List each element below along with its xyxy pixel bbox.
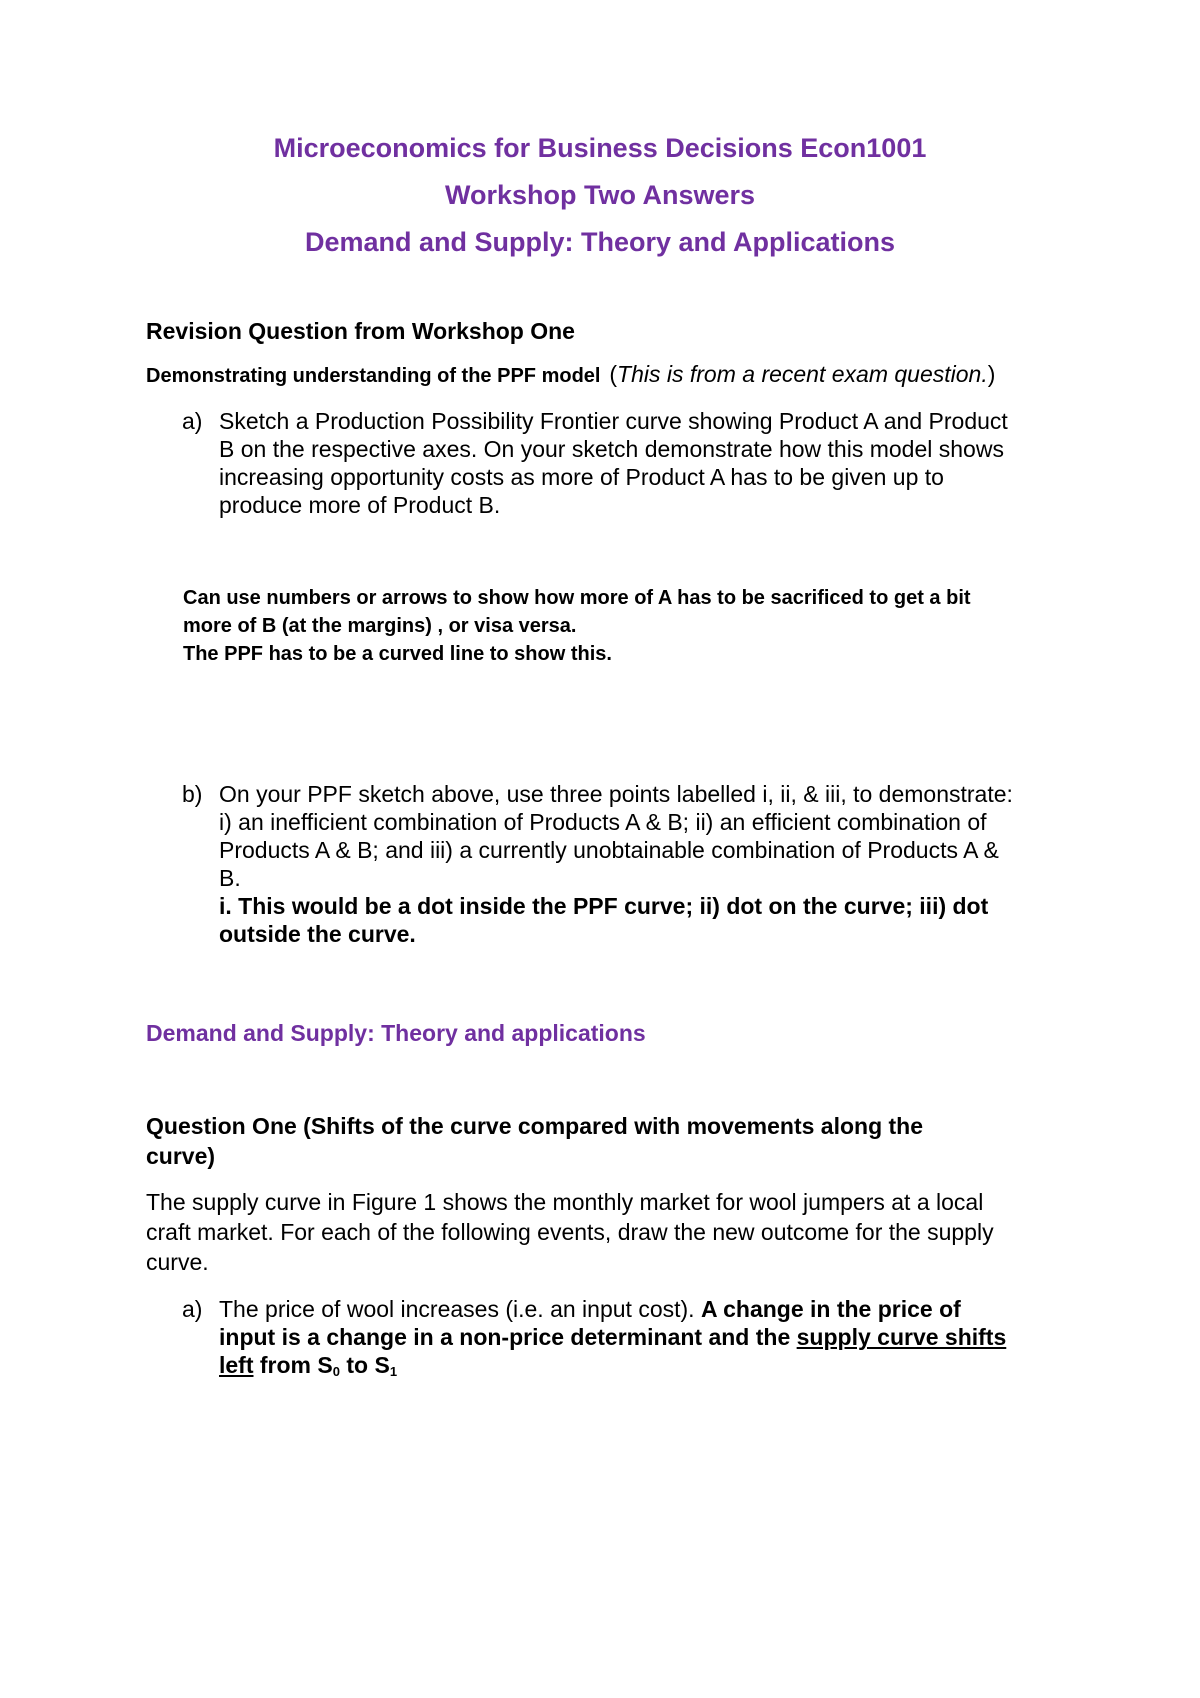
list-marker-a: a) <box>182 1296 203 1322</box>
list-marker-b: b) <box>182 781 203 807</box>
revision-b-line: On your PPF sketch above, use three points labelled i, ii, & iii, to demonstrate: <box>219 781 1013 807</box>
revision-subheading-italic: This is from a recent exam question. <box>617 361 988 387</box>
question-one-a-answer-underlined: supply curve shifts <box>796 1324 1007 1350</box>
revision-b-answer-line: i. This would be a dot inside the PPF curve; ii) dot on the curve; iii) dot <box>219 893 989 919</box>
revision-a-line: produce more of Product B. <box>219 492 501 518</box>
question-one-a-text: The price of wool increases (i.e. an input cost). <box>219 1296 701 1322</box>
revision-b-line: B. <box>219 865 241 891</box>
revision-a-answer-line: The PPF has to be a curved line to show this. <box>183 643 612 665</box>
revision-a-line: Sketch a Production Possibility Frontier curve showing Product A and Product <box>219 408 1008 434</box>
question-one-a-answer-line <box>219 1352 397 1379</box>
subscript-zero: 0 <box>332 1364 340 1379</box>
question-one-intro-line: craft market. For each of the following events, draw the new outcome for the supply <box>146 1219 994 1245</box>
revision-b-line: i) an inefficient combination of Products A & B; ii) an efficient combination of <box>219 809 987 835</box>
revision-subheading-close: ) <box>987 361 996 387</box>
question-one-heading: curve) <box>146 1143 216 1169</box>
section-heading: Demand and Supply: Theory and applications <box>146 1020 646 1046</box>
question-one-intro-line: curve. <box>146 1249 209 1275</box>
revision-a-answer-line: more of B (at the margins) , or visa versa. <box>183 615 577 637</box>
question-one-intro-line: The supply curve in Figure 1 shows the monthly market for wool jumpers at a local <box>146 1189 984 1215</box>
question-one-a-answer-line <box>219 1324 1006 1351</box>
document-subtitle: Workshop Two Answers <box>444 180 756 210</box>
question-one-heading: Question One (Shifts of the curve compared with movements along the <box>146 1113 924 1139</box>
revision-b-answer-line: outside the curve. <box>219 921 416 947</box>
question-one-a-line <box>219 1296 961 1323</box>
revision-a-line: increasing opportunity costs as more of Product A has to be given up to <box>219 464 944 490</box>
revision-subheading <box>146 361 995 388</box>
question-one-a-answer: A change in the price of <box>700 1296 961 1322</box>
document-title: Microeconomics for Business Decisions Econ1001 <box>273 133 927 163</box>
subscript-one: 1 <box>389 1364 398 1379</box>
list-marker-a: a) <box>182 408 203 434</box>
revision-b-line: Products A & B; and iii) a currently unobtainable combination of Products A & <box>219 837 999 863</box>
revision-subheading-open: ( <box>609 361 618 387</box>
document-topic: Demand and Supply: Theory and Applications <box>304 227 896 257</box>
revision-subheading-bold: Demonstrating understanding of the PPF model <box>146 365 601 387</box>
revision-a-line: B on the respective axes. On your sketch demonstrate how this model shows <box>219 436 1004 462</box>
revision-a-answer-line: Can use numbers or arrows to show how more of A has to be sacrificed to get a bit <box>183 587 971 609</box>
question-one-a-answer-to: to S <box>339 1352 390 1378</box>
question-one-a-answer-plain: input is a change in a non-price determinant and the <box>219 1324 797 1350</box>
revision-heading: Revision Question from Workshop One <box>146 318 575 344</box>
question-one-a-answer-plain: from S <box>253 1352 333 1378</box>
question-one-a-answer-underlined: left <box>219 1352 254 1378</box>
